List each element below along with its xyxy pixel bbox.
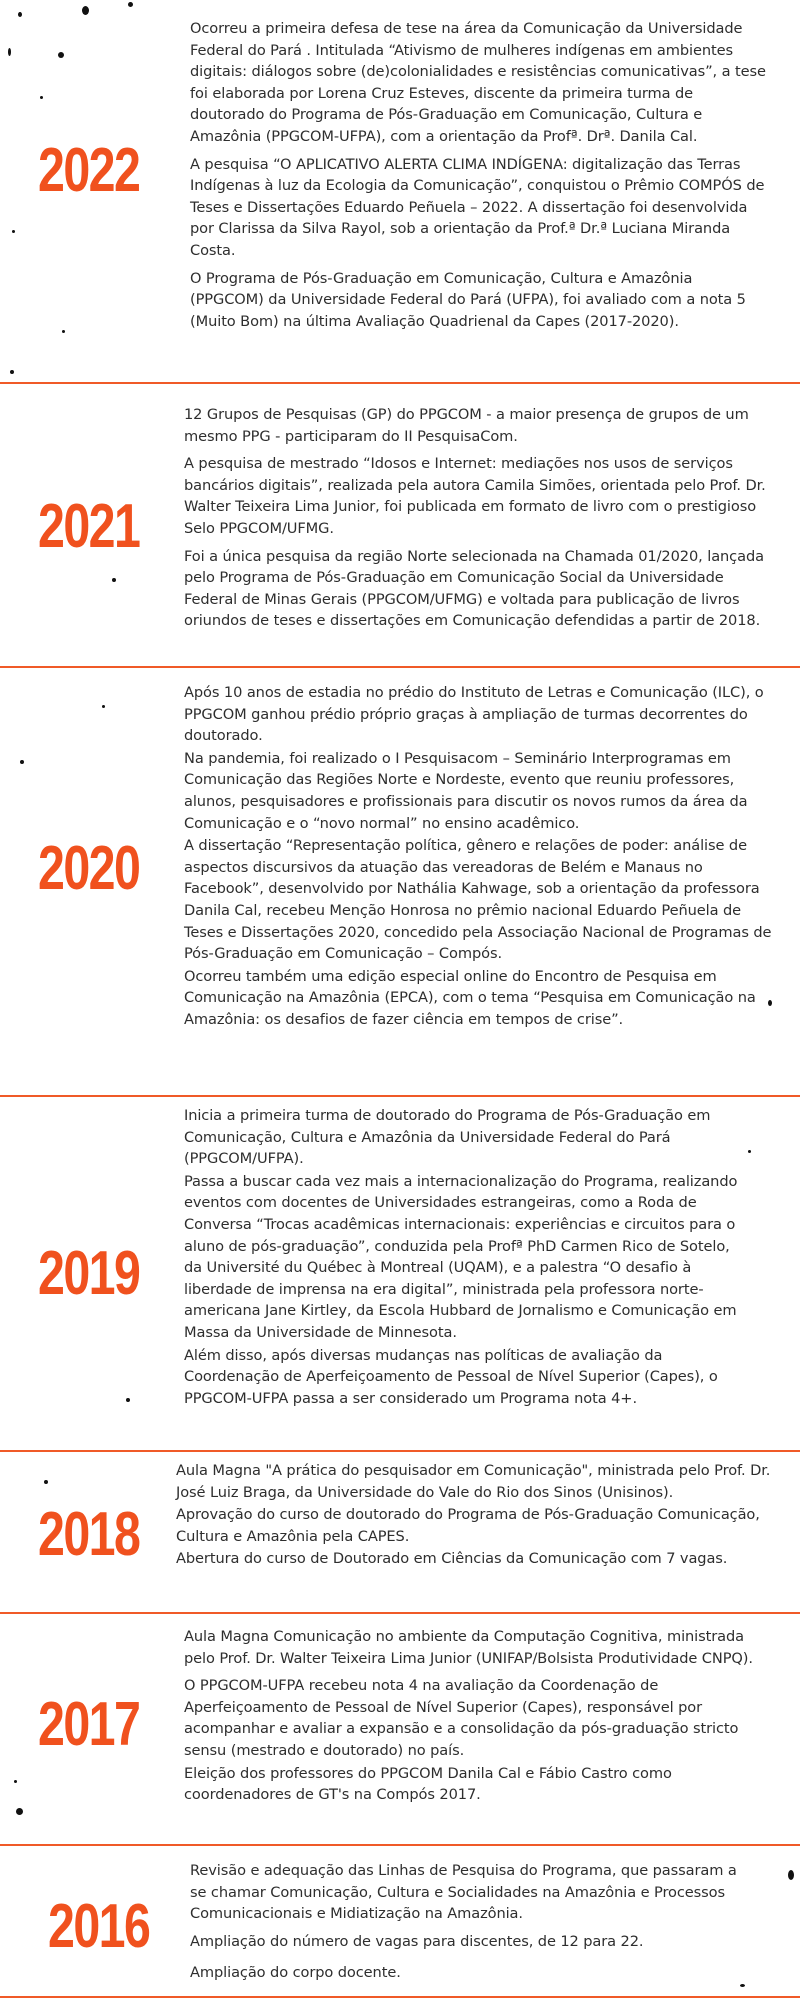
paragraph: Foi a única pesquisa da região Norte selecionada na Chamada 01/2020, lançada pelo Programa de Pós-Graduação em Comunicação Social da Universidade Federal de Minas Gerais (PPGCOM/UFMG) e voltada para publicação de livros oriundos de teses e dissertações em Comunicação defendidas a partir de 2018. [184,547,764,630]
paragraph: Revisão e adequação das Linhas de Pesquisa do Programa, que passaram a se chamar Comunicação, Cultura e Socialidades na Amazônia e Processos Comunicacionais e Midiatização na Amazônia. [190,1862,737,1923]
timeline-section-2016 [0,1846,800,1996]
section-text [184,404,774,638]
paragraph: Aula Magna Comunicação no ambiente da Computação Cognitiva, ministrada pelo Prof. Dr. Walter Teixeira Lima Junior (UNIFAP/Bolsista Produtividade CNPQ). [184,1628,753,1667]
paragraph: A pesquisa de mestrado “Idosos e Internet: mediações nos usos de serviços bancários digitais”, realizada pela autora Camila Simões, orientada pelo Prof. Dr. Walter Teixeira Lima Junior, foi publicada em formato de livro com o prestigioso Selo PPGCOM/UFMG. [184,455,766,537]
timeline-section-2020 [0,668,800,1095]
paragraph: A dissertação “Representação política, gênero e relações de poder: análise de aspectos discursivos da atuação das vereadoras de Belém e Manaus no Facebook”, desenvolvido por Nathália Kahwage, sob a orientação da professora Danila Cal, recebeu Menção Honrosa no prêmio nacional Eduardo Peñuela de Teses e Dissertações 2020, concedido pela Associação Nacional de Programas de Pós-Graduação em Comunicação – Compós. [184,837,772,963]
year-heading: 2021 [38,492,140,561]
year-heading: 2017 [38,1690,140,1759]
timeline-section-2019 [0,1097,800,1450]
paragraph: O PPGCOM-UFPA recebeu nota 4 na avaliação da Coordenação de Aperfeiçoamento de Pessoal de Nível Superior (Capes), responsável por acompanhar e avaliar a expansão e a consolidação da pós-graduação stricto sensu (mestrado e doutorado) no país. [184,1677,739,1759]
section-text [184,1626,770,1812]
year-heading: 2016 [48,1892,150,1961]
year-heading: 2020 [38,834,140,903]
paragraph: O Programa de Pós-Graduação em Comunicação, Cultura e Amazônia (PPGCOM) da Universidade Federal do Pará (UFPA), foi avaliado com a nota 5 (Muito Bom) na última Avaliação Quadrienal da Capes (2017-2020). [190,269,746,330]
section-text [190,1860,750,1990]
year-heading: 2019 [38,1239,140,1308]
paragraph: Após 10 anos de estadia no prédio do Instituto de Letras e Comunicação (ILC), o PPGCOM ganhou prédio próprio graças à ampliação de turmas decorrentes do doutorado. [184,684,764,745]
paragraph: Ocorreu a primeira defesa de tese na área da Comunicação da Universidade Federal do Pará . Intitulada “Ativismo de mulheres indígenas em ambientes digitais: diálogos sobre (de)colonialidades e resistências comunicativas”, a tese foi elaborada por Lorena Cruz Esteves, discente da primeira turma de doutorado do Programa de Pós-Graduação em Comunicação, Cultura e Amazônia (PPGCOM-UFPA), com a orientação da Profª. Drª. Danila Cal. [190,20,766,145]
timeline-section-2017 [0,1614,800,1844]
year-heading: 2022 [38,136,140,205]
timeline-section-2018 [0,1452,800,1612]
paragraph: Passa a buscar cada vez mais a internacionalização do Programa, realizando eventos com docentes de Universidades estrangeiras, como a Roda de Conversa “Trocas acadêmicas internacionais: experiências e circuitos para o aluno de pós-graduação”, conduzida pela Profª PhD Carmen Rico de Sotelo, da Université du Québec à Montreal (UQAM), e a palestra “O desafio à liberdade de imprensa na era digital”, ministrada pela professora norte-americana Jane Kirtley, da Escola Hubbard de Jornalismo e Comunicação em Massa da Universidade de Minnesota. [184,1172,738,1341]
timeline-section-2021 [0,384,800,666]
paragraph: Eleição dos professores do PPGCOM Danila Cal e Fábio Castro como coordenadores de GT's na Compós 2017. [184,1764,672,1804]
paragraph: A pesquisa “O APLICATIVO ALERTA CLIMA INDÍGENA: digitalização das Terras Indígenas à luz da Ecologia da Comunicação”, conquistou o Prêmio COMPÓS de Teses e Dissertações Eduardo Peñuela – 2022. A dissertação foi desenvolvida por Clarissa da Silva Rayol, sob a orientação da Prof.ª Dr.ª Luciana Miranda Costa. [190,155,765,259]
section-text [176,1460,776,1576]
paragraph: Abertura do curso de Doutorado em Ciências da Comunicação com 7 vagas. [176,1550,728,1568]
section-text [184,1105,744,1415]
section-text [184,682,774,1037]
year-heading: 2018 [38,1500,140,1569]
paragraph: Inicia a primeira turma de doutorado do Programa de Pós-Graduação em Comunicação, Cultura e Amazônia da Universidade Federal do Pará (PPGCOM/UFPA). [184,1107,711,1168]
paragraph: Ocorreu também uma edição especial online do Encontro de Pesquisa em Comunicação na Amazônia (EPCA), com o tema “Pesquisa em Comunicação na Amazônia: os desafios de fazer ciência em tempos de crise”. [184,967,756,1028]
section-text [190,18,770,338]
timeline-section-2022 [0,0,800,382]
paragraph: Aprovação do curso de doutorado do Programa de Pós-Graduação Comunicação, Cultura e Amazônia pela CAPES. [176,1506,760,1545]
paragraph: Aula Magna "A prática do pesquisador em Comunicação", ministrada pelo Prof. Dr. José Luiz Braga, da Universidade do Vale do Rio dos Sinos (Unisinos). [176,1462,771,1501]
paragraph: Além disso, após diversas mudanças nas políticas de avaliação da Coordenação de Aperfeiçoamento de Pessoal de Nível Superior (Capes), o PPGCOM-UFPA passa a ser considerado um Programa nota 4+. [184,1346,718,1407]
section-divider [0,1996,800,1998]
paragraph: 12 Grupos de Pesquisas (GP) do PPGCOM - a maior presença de grupos de um mesmo PPG - participaram do II PesquisaCom. [184,406,749,445]
paragraph: Na pandemia, foi realizado o I Pesquisacom – Seminário Interprogramas em Comunicação das Regiões Norte e Nordeste, evento que reuniu professores, alunos, pesquisadores e profissionais para discutir os novos rumos da área da Comunicação e o “novo normal” no ensino acadêmico. [184,749,748,832]
paragraph: Ampliação do corpo docente. [190,1964,401,1982]
paragraph: Ampliação do número de vagas para discentes, de 12 para 22. [190,1932,644,1950]
